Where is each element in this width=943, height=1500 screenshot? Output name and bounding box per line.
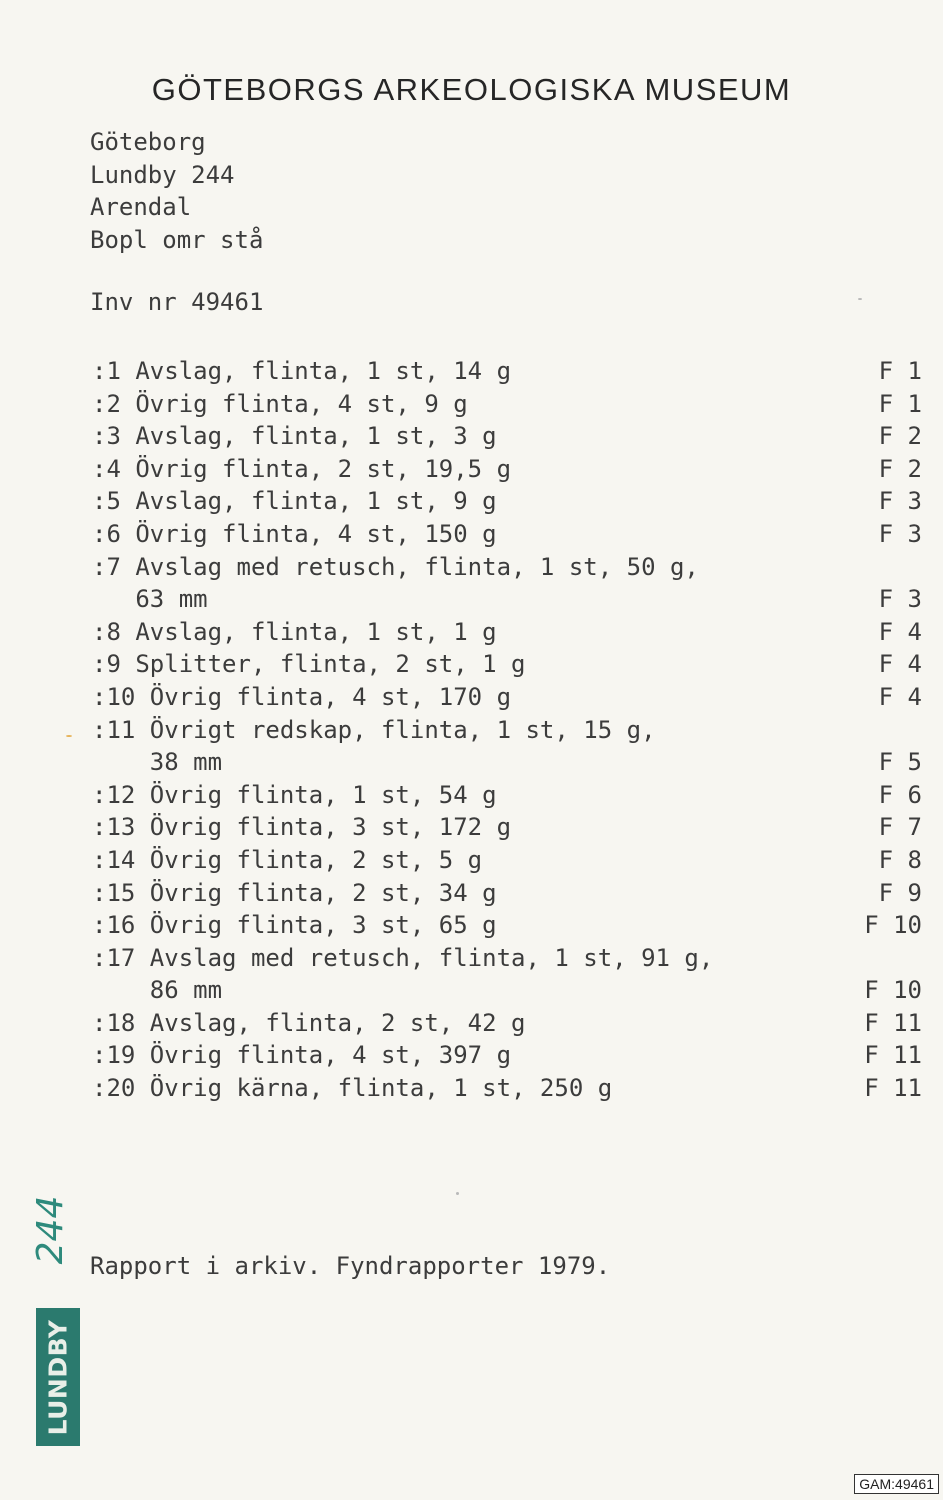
item-row	[92, 746, 922, 779]
item-row	[92, 648, 922, 681]
handwritten-number	[30, 1180, 74, 1280]
item-description: :16 Övrig flinta, 3 st, 65 g	[92, 911, 497, 940]
item-description: :10 Övrig flinta, 4 st, 170 g	[92, 682, 512, 711]
item-description: :1 Avslag, flinta, 1 st, 14 g	[92, 357, 512, 385]
item-row	[92, 355, 922, 388]
address-line: Göteborg	[90, 128, 206, 156]
find-number: F 3	[878, 519, 922, 548]
item-description: 38 mm	[92, 748, 223, 777]
item-description: :19 Övrig flinta, 4 st, 397 g	[92, 1041, 512, 1070]
find-number: F 3	[878, 585, 922, 614]
item-description: :3 Avslag, flinta, 1 st, 3 g	[92, 422, 497, 451]
item-description: :5 Avslag, flinta, 1 st, 9 g	[92, 487, 497, 516]
item-row	[92, 388, 922, 421]
find-number: F 1	[878, 389, 922, 418]
item-row	[92, 1007, 922, 1040]
item-description: :12 Övrig flinta, 1 st, 54 g	[92, 780, 497, 809]
find-number: F 3	[878, 487, 922, 516]
item-description: :9 Splitter, flinta, 2 st, 1 g	[92, 650, 526, 679]
archive-note: Rapport i arkiv. Fyndrapporter 1979.	[90, 1252, 611, 1280]
find-number: F 9	[878, 878, 922, 907]
svg-text:244: 244	[30, 1195, 71, 1265]
paper-speck	[456, 1192, 459, 1195]
item-row	[92, 551, 922, 584]
item-row	[92, 811, 922, 844]
item-description: :2 Övrig flinta, 4 st, 9 g	[92, 389, 468, 418]
item-row	[92, 420, 922, 453]
address-line: Bopl omr stå	[90, 225, 264, 254]
find-number: F 5	[878, 748, 922, 777]
item-description: 63 mm	[92, 585, 208, 614]
item-description: :17 Avslag med retusch, flinta, 1 st, 91 g,	[92, 943, 714, 972]
item-description: :8 Avslag, flinta, 1 st, 1 g	[92, 617, 497, 646]
find-number: F 2	[878, 454, 922, 483]
item-list	[92, 355, 922, 1105]
item-description: :15 Övrig flinta, 2 st, 34 g	[92, 878, 497, 907]
find-number: F 11	[864, 1041, 922, 1070]
find-number: F 4	[878, 650, 922, 679]
item-row	[92, 779, 922, 812]
item-description: :6 Övrig flinta, 4 st, 150 g	[92, 519, 497, 548]
item-row	[92, 485, 922, 518]
item-row	[92, 714, 922, 747]
item-description: 86 mm	[92, 976, 223, 1005]
find-number: F 2	[878, 422, 922, 451]
museum-title: GÖTEBORGS ARKEOLOGISKA MUSEUM	[151, 72, 792, 107]
item-row	[92, 909, 922, 942]
stamp-text: LUNDBY	[43, 1319, 73, 1435]
paper-speck	[858, 298, 862, 300]
paper-speck	[66, 735, 72, 737]
item-description: :13 Övrig flinta, 3 st, 172 g	[92, 813, 512, 842]
find-number: F 10	[864, 911, 922, 940]
find-number: F 8	[878, 845, 922, 874]
lundby-stamp	[36, 1308, 80, 1446]
image-id-label: GAM:49461	[854, 1474, 939, 1494]
item-description: :18 Avslag, flinta, 2 st, 42 g	[92, 1008, 526, 1037]
item-row	[92, 453, 922, 486]
item-description: :4 Övrig flinta, 2 st, 19,5 g	[92, 454, 512, 483]
find-number: F 6	[878, 780, 922, 809]
item-row	[92, 518, 922, 551]
item-row	[92, 681, 922, 714]
item-row	[92, 1039, 922, 1072]
inventory-number: Inv nr 49461	[90, 288, 264, 316]
item-row	[92, 844, 922, 877]
item-row	[92, 974, 922, 1007]
item-description: :7 Avslag med retusch, flinta, 1 st, 50 g,	[92, 552, 699, 581]
find-number: F 1	[878, 357, 922, 385]
item-row	[92, 583, 922, 616]
item-row	[92, 616, 922, 649]
address-line: Arendal	[90, 193, 192, 222]
item-description: :14 Övrig flinta, 2 st, 5 g	[92, 845, 483, 874]
item-description: :20 Övrig kärna, flinta, 1 st, 250 g	[92, 1074, 613, 1103]
item-description: :11 Övrigt redskap, flinta, 1 st, 15 g,	[92, 715, 656, 744]
address-block	[90, 126, 263, 256]
find-number: F 7	[878, 813, 922, 842]
find-number: F 11	[864, 1008, 922, 1037]
address-line: Lundby 244	[90, 160, 235, 189]
item-row	[92, 1072, 922, 1105]
find-number: F 11	[864, 1074, 922, 1103]
find-number: F 4	[878, 682, 922, 711]
item-row	[92, 942, 922, 975]
find-number: F 10	[864, 976, 922, 1005]
item-row	[92, 877, 922, 910]
find-number: F 4	[878, 617, 922, 646]
